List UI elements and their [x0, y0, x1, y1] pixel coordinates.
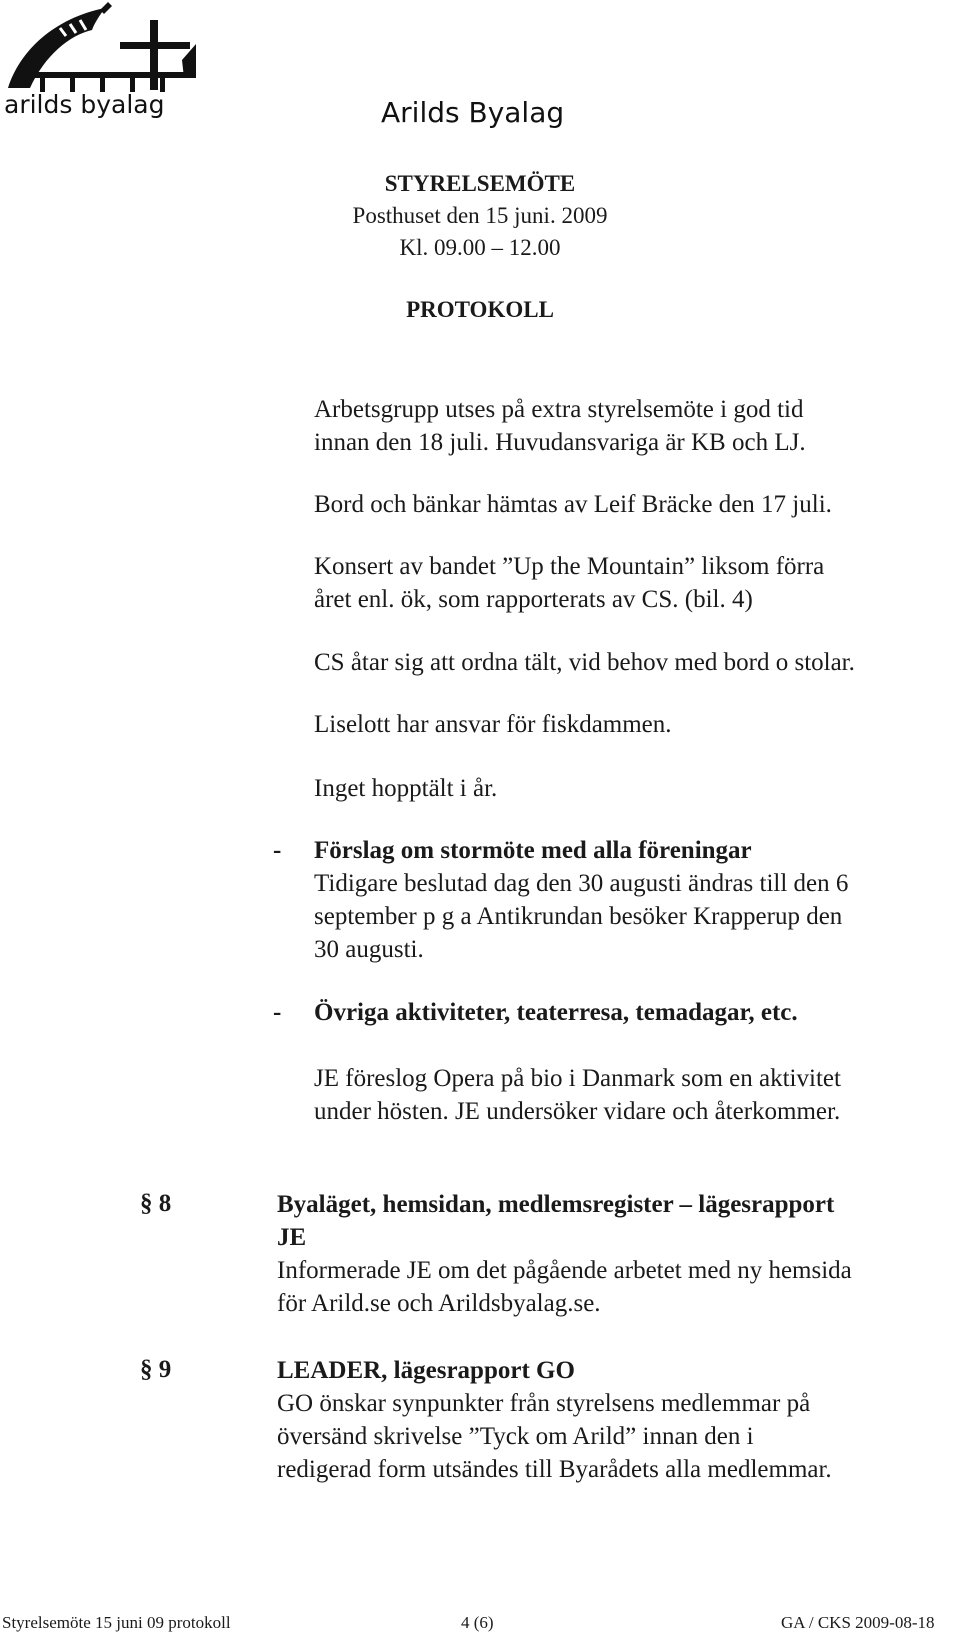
paragraph-line: CS åtar sig att ordna tält, vid behov med bord o stolar. — [314, 649, 855, 676]
item-dash: - — [273, 837, 282, 864]
paragraph-work-group — [314, 393, 806, 459]
arilds-byalag-logo — [0, 0, 200, 125]
paragraph-concert — [314, 550, 824, 616]
paragraph-line: Liselott har ansvar för fiskdammen. — [314, 711, 672, 738]
section-line: redigerad form utsändes till Byarådets alla medlemmar. — [277, 1456, 832, 1483]
section-mark-9: § 9 — [140, 1356, 172, 1383]
paragraph-line: året enl. ök, som rapporterats av CS. (bil. 4) — [314, 586, 753, 613]
section-line: Informerade JE om det pågående arbetet med ny hemsida — [277, 1257, 852, 1284]
section-line: översänd skrivelse ”Tyck om Arild” innan den i — [277, 1423, 754, 1450]
document-type: PROTOKOLL — [406, 297, 554, 322]
paragraph-fishpond — [314, 708, 672, 741]
paragraph-bounce-tent — [314, 772, 497, 805]
item-stormote — [314, 834, 848, 966]
section-line: GO önskar synpunkter från styrelsens medlemmar på — [277, 1390, 811, 1417]
place-date: Posthuset den 15 juni. 2009 — [352, 203, 608, 228]
item-heading: Övriga aktiviteter, teaterresa, temadagar, etc. — [314, 999, 798, 1026]
item-line: JE föreslog Opera på bio i Danmark som en aktivitet — [314, 1065, 841, 1092]
section-heading: Byaläget, hemsidan, medlemsregister – lägesrapport — [277, 1191, 835, 1218]
item-dash: - — [273, 999, 282, 1026]
footer-right: GA / CKS 2009-08-18 — [781, 1613, 935, 1632]
paragraph-line: Konsert av bandet ”Up the Mountain” liksom förra — [314, 553, 825, 580]
paragraph-line: Inget hopptält i år. — [314, 775, 498, 802]
item-ovriga — [314, 996, 798, 1029]
meeting-type: STYRELSEMÖTE — [384, 171, 576, 196]
organization-name: Arilds Byalag — [381, 96, 565, 129]
footer-left: Styrelsemöte 15 juni 09 protokoll — [2, 1613, 231, 1632]
section-mark-8: § 8 — [140, 1190, 172, 1217]
paragraph-line: Bord och bänkar hämtas av Leif Bräcke den 17 juli. — [314, 491, 832, 518]
item-line: Tidigare beslutad dag den 30 augusti ändras till den 6 — [314, 870, 849, 897]
item-line: 30 augusti. — [314, 936, 424, 963]
item-line: september p g a Antikrundan besöker Krapperup den — [314, 903, 843, 930]
section-heading: JE — [277, 1224, 307, 1251]
meeting-time: Kl. 09.00 – 12.00 — [399, 235, 561, 260]
logo-text: arilds byalag — [4, 90, 165, 119]
item-ovriga-body — [314, 1062, 841, 1128]
section-9 — [277, 1354, 832, 1486]
paragraph-line: innan den 18 juli. Huvudansvariga är KB och LJ. — [314, 429, 806, 456]
section-line: för Arild.se och Arildsbyalag.se. — [277, 1290, 601, 1317]
item-heading: Förslag om stormöte med alla föreningar — [314, 837, 752, 864]
section-8 — [277, 1188, 852, 1320]
section-heading: LEADER, lägesrapport GO — [277, 1357, 575, 1384]
paragraph-tents — [314, 646, 855, 679]
paragraph-line: Arbetsgrupp utses på extra styrelsemöte i god tid — [314, 396, 804, 423]
item-line: under hösten. JE undersöker vidare och återkommer. — [314, 1098, 841, 1125]
footer-page: 4 (6) — [461, 1613, 494, 1632]
paragraph-tables — [314, 488, 832, 521]
